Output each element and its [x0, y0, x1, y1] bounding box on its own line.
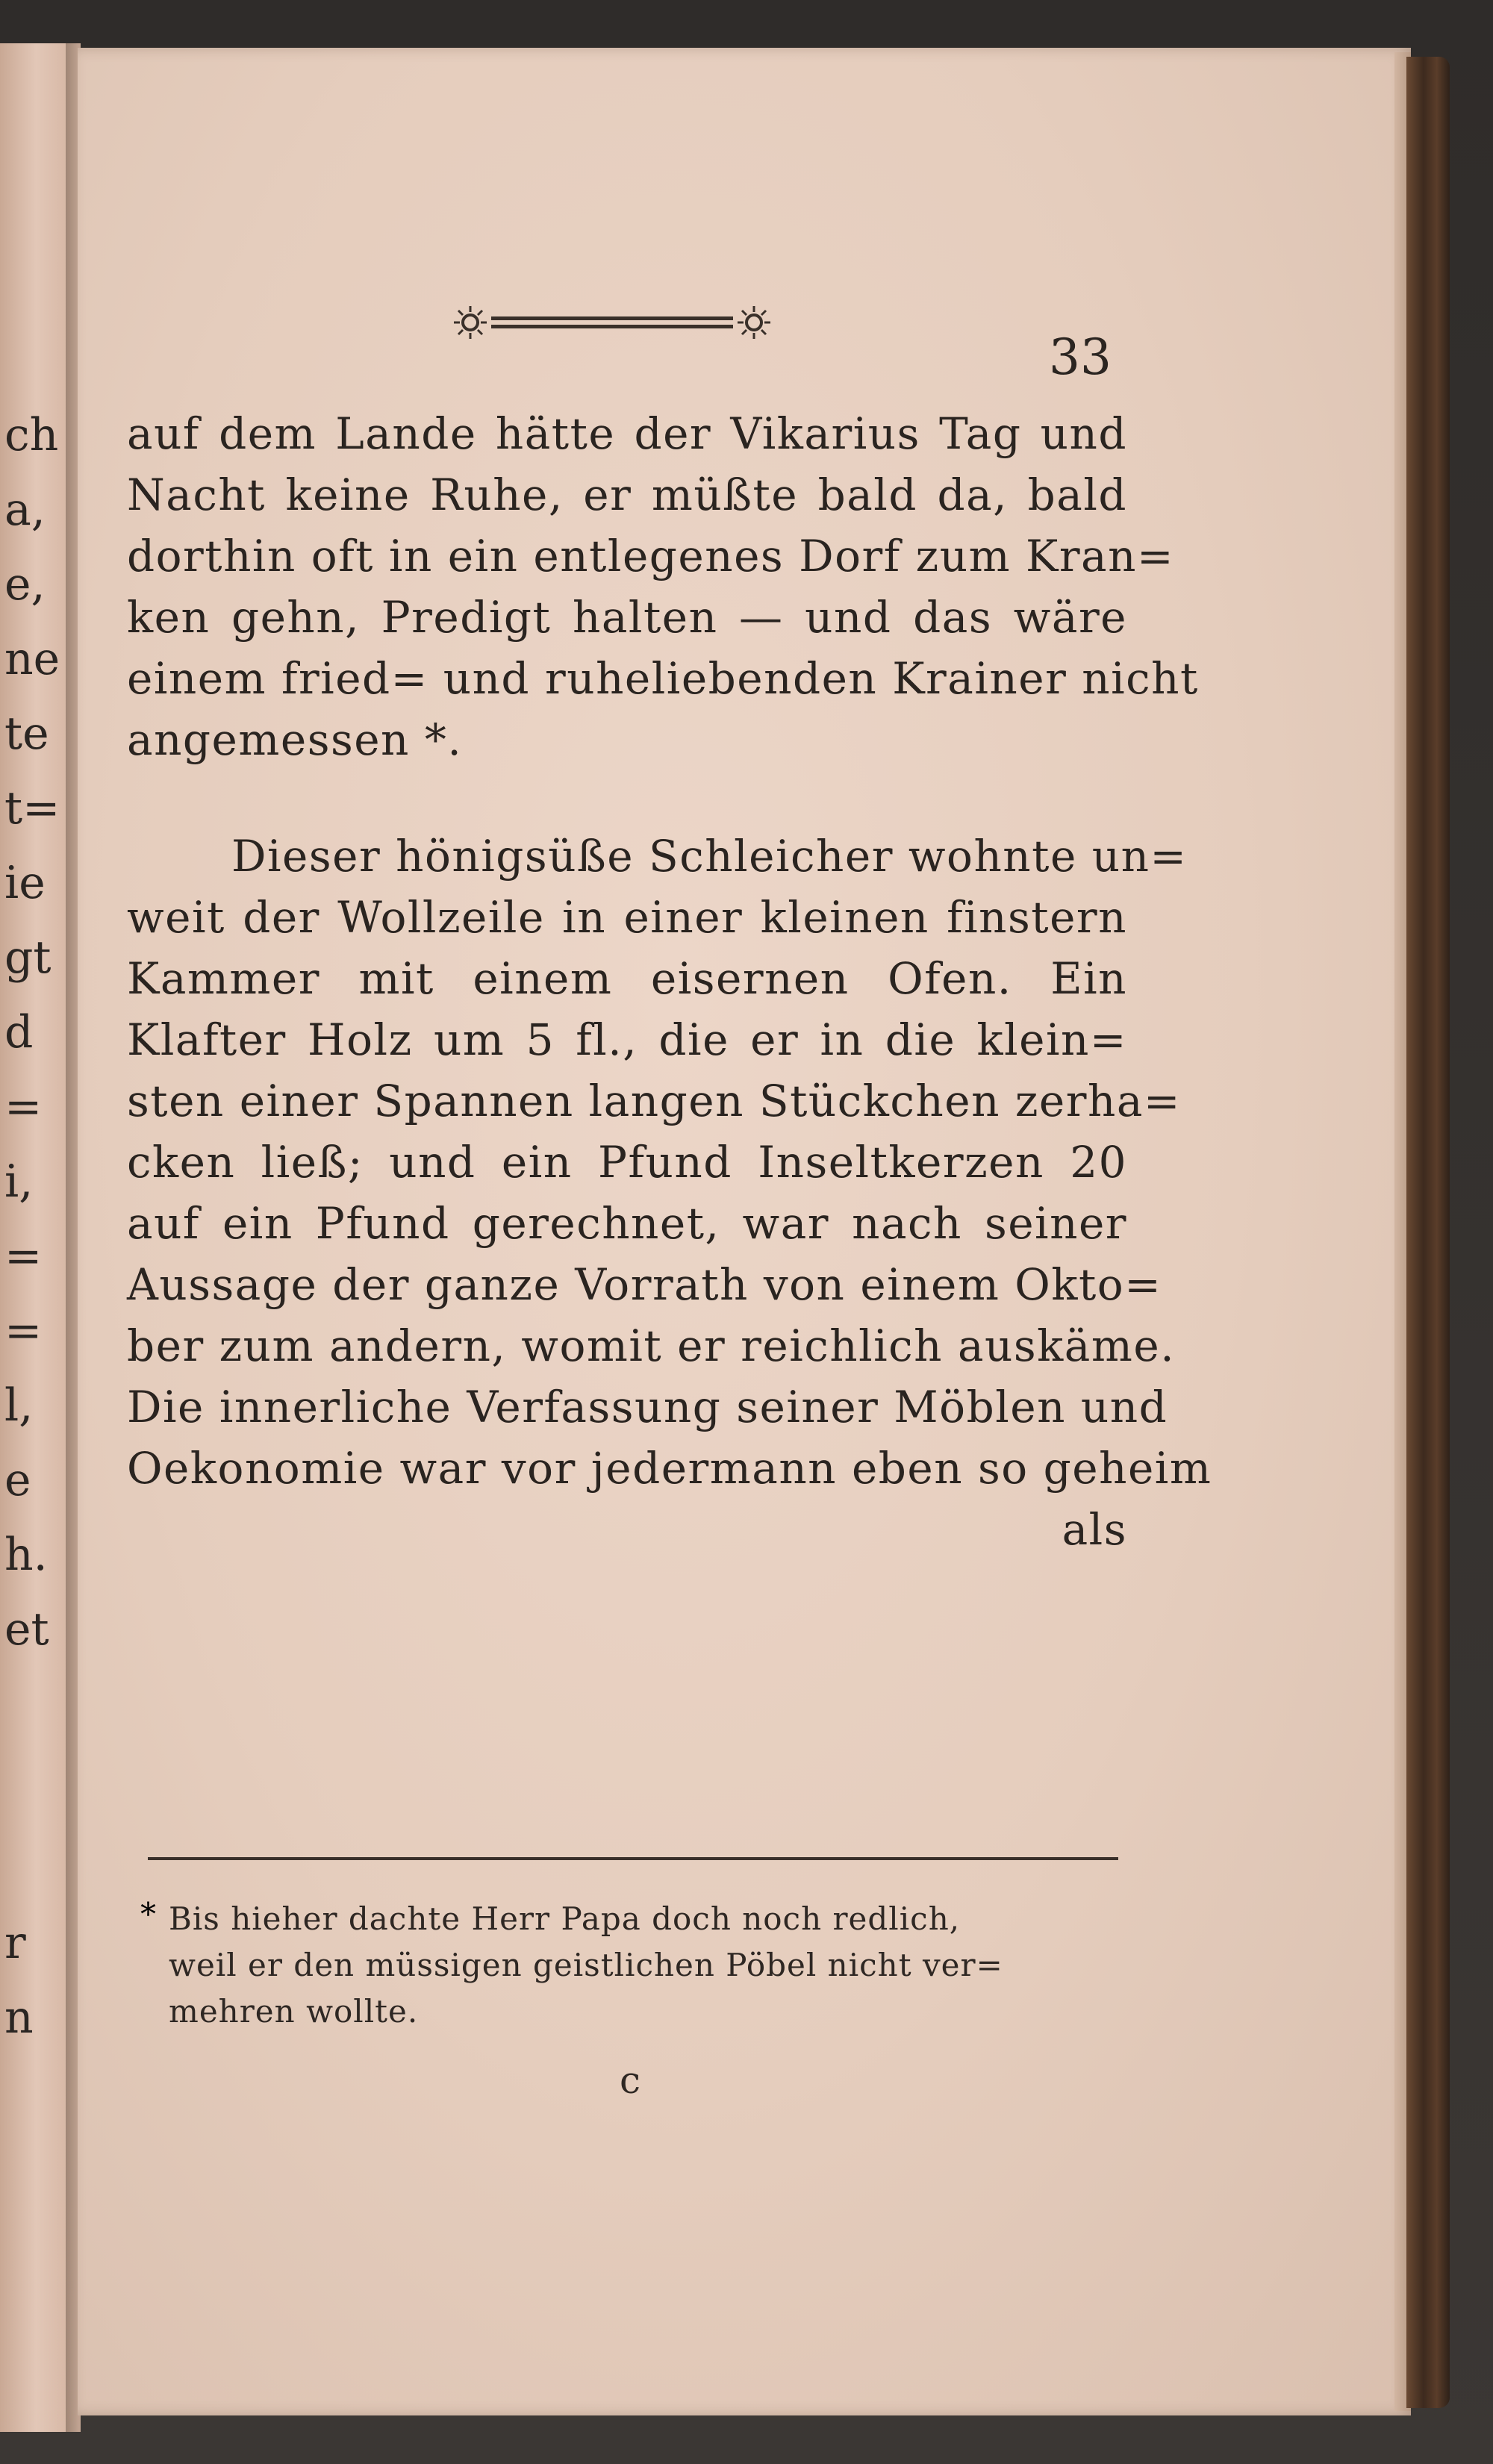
paragraph-gap — [127, 770, 1127, 826]
left-fragment: t= — [4, 782, 60, 835]
text-line: sten einer Spannen langen Stückchen zerha= — [127, 1076, 1182, 1126]
book-cover-edge — [1406, 57, 1450, 2408]
left-fragment: l, — [4, 1379, 34, 1432]
text-line: angemessen *. — [127, 714, 463, 765]
text-line: ken gehn, Predigt halten — und das wäre — [127, 592, 1127, 643]
text-line: Klafter Holz um 5 fl., die er in die klein= — [127, 1014, 1127, 1065]
text-line: Nacht keine Ruhe, er müßte bald da, bald — [127, 470, 1127, 520]
text-line: Dieser hönigsüße Schleicher wohnte un= — [231, 831, 1188, 882]
header-ornament — [448, 300, 776, 345]
text-line: auf ein Pfund gerechnet, war nach seiner — [127, 1198, 1127, 1249]
left-fragment: e — [4, 1454, 31, 1506]
signature-mark: c — [620, 2059, 641, 2102]
text-line: weit der Wollzeile in einer kleinen finstern — [127, 892, 1127, 943]
left-fragment: n — [4, 1992, 34, 2044]
footnote-line: mehren wollte. — [169, 1993, 419, 2030]
text-line: dorthin oft in ein entlegenes Dorf zum Kran= — [127, 531, 1175, 581]
text-line: einem fried= und ruheliebenden Krainer nicht — [127, 653, 1199, 704]
left-fragment: ie — [4, 857, 46, 909]
left-fragment: = — [4, 1230, 43, 1282]
footnote — [140, 1896, 1117, 2035]
footnote-divider — [148, 1857, 1118, 1860]
left-fragment: e, — [4, 558, 46, 611]
left-fragment: r — [4, 1917, 26, 1969]
catchword: als — [1062, 1504, 1127, 1555]
left-fragment: te — [4, 708, 49, 760]
text-line: ber zum andern, womit er reichlich auskäme. — [127, 1320, 1176, 1371]
footnote-marker: * — [140, 1896, 156, 1933]
text-line: cken ließ; und ein Pfund Inseltkerzen 20 — [127, 1137, 1127, 1188]
text-line: Kammer mit einem eisernen Ofen. Ein — [127, 953, 1127, 1004]
left-fragment: = — [4, 1081, 43, 1133]
sunburst-left-icon — [454, 306, 487, 339]
left-fragment: a, — [4, 484, 46, 536]
left-fragment: d — [4, 1006, 34, 1058]
footnote-line: Bis hieher dachte Herr Papa doch noch redlich, — [169, 1900, 961, 1937]
body-text — [127, 403, 1212, 1560]
text-line: Oekonomie war vor jedermann eben so geheim — [127, 1443, 1212, 1494]
left-fragment: gt — [4, 932, 52, 984]
left-fragment: ne — [4, 633, 60, 685]
sunburst-right-icon — [738, 306, 770, 339]
left-fragment: ch — [4, 409, 59, 461]
text-line: Aussage der ganze Vorrath von einem Okto= — [127, 1259, 1162, 1310]
footnote-line: weil er den müssigen geistlichen Pöbel nicht ver= — [169, 1947, 1003, 1983]
left-fragment: = — [4, 1305, 43, 1357]
page-number: 33 — [1049, 328, 1112, 386]
left-fragment: h. — [4, 1529, 48, 1581]
left-fragment: i, — [4, 1155, 34, 1208]
previous-page-edge — [0, 43, 66, 2432]
left-fragment: et — [4, 1603, 49, 1656]
text-line: Die innerliche Verfassung seiner Möblen und — [127, 1382, 1168, 1432]
text-line: auf dem Lande hätte der Vikarius Tag und — [127, 408, 1127, 459]
